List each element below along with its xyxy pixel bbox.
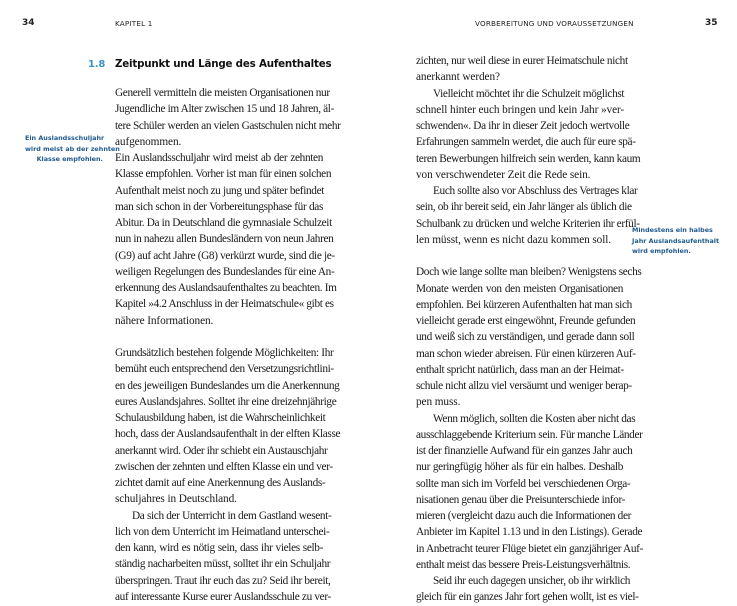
text-line: empfohlen. Bei kürzeren Aufenthalten hat man sich: [416, 298, 632, 311]
paragraph-gap: [416, 248, 623, 264]
margin-note-line: wird empfohlen.: [632, 247, 691, 256]
text-line: schule nicht allzu viel versäumt und weniger berap-: [416, 380, 632, 392]
page-number-right: 35: [705, 18, 718, 28]
margin-note-line: Mindestens ein halbes: [632, 226, 713, 234]
text-line: en des jeweiligen Bundeslandes um die Anerkennung: [115, 379, 340, 392]
text-line: ist der finanzielle Aufwand für ein ganzes Jahr auch: [416, 445, 633, 457]
paragraph-gap: [115, 329, 323, 345]
text-line: nun in nahezu allen Bundesländern von neun Jahren: [115, 233, 334, 246]
text-line: tere Schüler werden an vielen Gastschulen nicht mehr: [115, 119, 341, 132]
text-line: schnell hinter euch bringen und kein Jahr »ver-: [416, 103, 625, 116]
text-line: nähere Informationen.: [115, 314, 214, 327]
text-line: sollte man sich im Vorfeld bei verschiedenen Orga-: [416, 477, 631, 490]
text-line: len müsst, wenn es nicht dazu kommen soll.: [416, 233, 612, 246]
section-title: Zeitpunkt und Länge des Aufenthaltes: [115, 58, 332, 70]
margin-note-left: [25, 133, 120, 165]
text-line: teren Bewerbungen hilfreich sein werden, kann kaum: [416, 152, 641, 165]
page-number-left: 34: [22, 18, 35, 28]
text-line: zichten, nur weil diese in eurer Heimatschule nicht: [416, 55, 628, 67]
running-head-right: VORBEREITUNG UND VORAUSSETZUNGEN: [475, 19, 634, 28]
text-line: weiligen Regelungen des Bundeslandes für eine An-: [115, 265, 335, 278]
text-line: lich von dem Unterricht im Heimatland unterschei-: [115, 525, 330, 538]
text-line: und weiß sich zu verständigen, und gerade dann soll: [416, 331, 635, 344]
text-line: Schulausbildung haben, ist die Wahrscheinlichkeit: [115, 412, 326, 424]
margin-note-line: Klasse empfohlen.: [36, 155, 103, 164]
text-line: Seid ihr euch dagegen unsicher, ob ihr wirklich: [433, 575, 631, 587]
margin-note-line: wird meist ab der zehnten: [25, 144, 120, 153]
text-line: bemüht euch entsprechend den Versetzungsrichtlini-: [115, 363, 334, 376]
text-line: von verschwendeter Zeit die Rede sein.: [416, 168, 591, 181]
text-line: Aufenthalt meist noch zu jung und später befindet: [115, 184, 325, 197]
text-line: Wenn möglich, sollten die Kosten aber nicht das: [433, 412, 636, 425]
text-line: ausschlaggebende Kriterium sein. Für manche Länder: [416, 428, 643, 441]
text-line: Klasse empfohlen. Vorher ist man für einen solchen: [115, 168, 332, 181]
text-line: schuljahres in Deutschland.: [115, 493, 237, 506]
text-line: vielleicht gerade erst eingewöhnt, Freunde gefunden: [416, 315, 636, 327]
running-head-left: KAPITEL 1: [115, 19, 153, 28]
section-number: 1.8: [88, 59, 106, 70]
text-line: erkennung des Auslandsaufenthaltes zu beachten. Im: [115, 282, 337, 294]
text-line: zwischen der zehnten und elften Klasse ein und ver-: [115, 460, 333, 473]
text-line: gleich für ein ganzes Jahr fort gehen wollt, ist es viel-: [416, 591, 639, 604]
body-text-right: [416, 53, 643, 606]
text-line: Monate werden von den meisten Organisationen: [416, 282, 623, 295]
section-heading: [88, 58, 331, 70]
text-line: mieren (vergleicht dazu auch die Informationen der: [416, 510, 632, 522]
text-line: auf interessante Kurse eurer Auslandsschule zu ver-: [115, 590, 331, 603]
text-line: schwenden«. Da ihr in dieser Zeit jedoch wertvolle: [416, 120, 630, 132]
text-line: aufgenommen.: [115, 135, 182, 148]
text-line: Erfahrungen sammeln werdet, die auch für eure spä-: [416, 136, 636, 149]
text-line: anerkannt wird. Oder ihr schiebt ein Austauschjahr: [115, 444, 328, 457]
text-line: Jugendliche im Alter zwischen 15 und 18 Jahren, äl-: [115, 103, 335, 116]
text-line: man sich schon in der Vorbereitungsphase für das: [115, 200, 323, 213]
text-line: Schulbank zu drücken und welche Kriterien ihr erfül-: [416, 217, 640, 230]
text-line: den kann, wird es nötig sein, dass ihr vieles selb-: [115, 542, 323, 554]
text-line: hoch, dass der Auslandsaufenthalt in der elften Klasse: [115, 428, 341, 441]
text-line: anerkannt werden?: [416, 71, 500, 84]
text-line: nur geringfügig höher als für ein halbes. Deshalb: [416, 461, 623, 474]
text-line: pen muss.: [416, 396, 461, 409]
text-line: sein, ob ihr bereit seid, ein Jahr länger als üblich die: [416, 201, 632, 214]
text-line: (G9) auf acht Jahre (G8) verkürzt wurde, sind die je-: [115, 249, 335, 262]
text-line: Vielleicht möchtet ihr die Schulzeit möglichst: [433, 87, 625, 100]
margin-note-right: [632, 225, 719, 257]
text-line: überspringen. Traut ihr euch das zu? Seid ihr bereit,: [115, 574, 331, 587]
body-text-left: [115, 85, 341, 605]
text-line: Doch wie lange sollte man bleiben? Wenigstens sechs: [416, 266, 642, 279]
text-line: ständig nacharbeiten müsst, solltet ihr ein Schuljahr: [115, 558, 331, 571]
text-line: Ein Auslandsschuljahr wird meist ab der zehnten: [115, 152, 323, 164]
text-line: enthalt meist das bessere Preis-Leistungsverhältnis.: [416, 558, 631, 571]
text-line: eures Auslandsjahres. Solltet ihr eine dreizehnjährige: [115, 395, 337, 408]
text-line: Abitur. Da in Deutschland die gymnasiale Schulzeit: [115, 217, 332, 229]
text-line: Da sich der Unterricht in dem Gastland wesent-: [132, 509, 332, 522]
text-line: Euch sollte also vor Abschluss des Vertrages klar: [433, 185, 638, 197]
margin-note-line: Jahr Auslandsaufenthalt: [632, 236, 720, 245]
text-line: nisationen genau über die Preisunterschiede infor-: [416, 493, 626, 506]
text-line: man schon wieder abreisen. Für einen kürzeren Auf-: [416, 347, 636, 360]
text-line: Anbieter im Kapitel 1.13 und in den Listings). Gerade: [416, 526, 643, 539]
text-line: Kapitel »4.2 Anschluss in der Heimatschule« gibt es: [115, 298, 334, 311]
text-line: Generell vermitteln die meisten Organisationen nur: [115, 87, 330, 99]
text-line: in Anbetracht teurer Flüge bietet ein ganzjähriger Auf-: [416, 542, 643, 555]
margin-note-line: Ein Auslandsschuljahr: [25, 134, 105, 142]
text-line: zichtet damit auf eine Anerkennung des Auslands-: [115, 477, 326, 489]
text-line: enthalt spricht natürlich, dass man an der Heimat-: [416, 363, 624, 376]
text-line: Grundsätzlich bestehen folgende Möglichkeiten: Ihr: [115, 347, 334, 359]
